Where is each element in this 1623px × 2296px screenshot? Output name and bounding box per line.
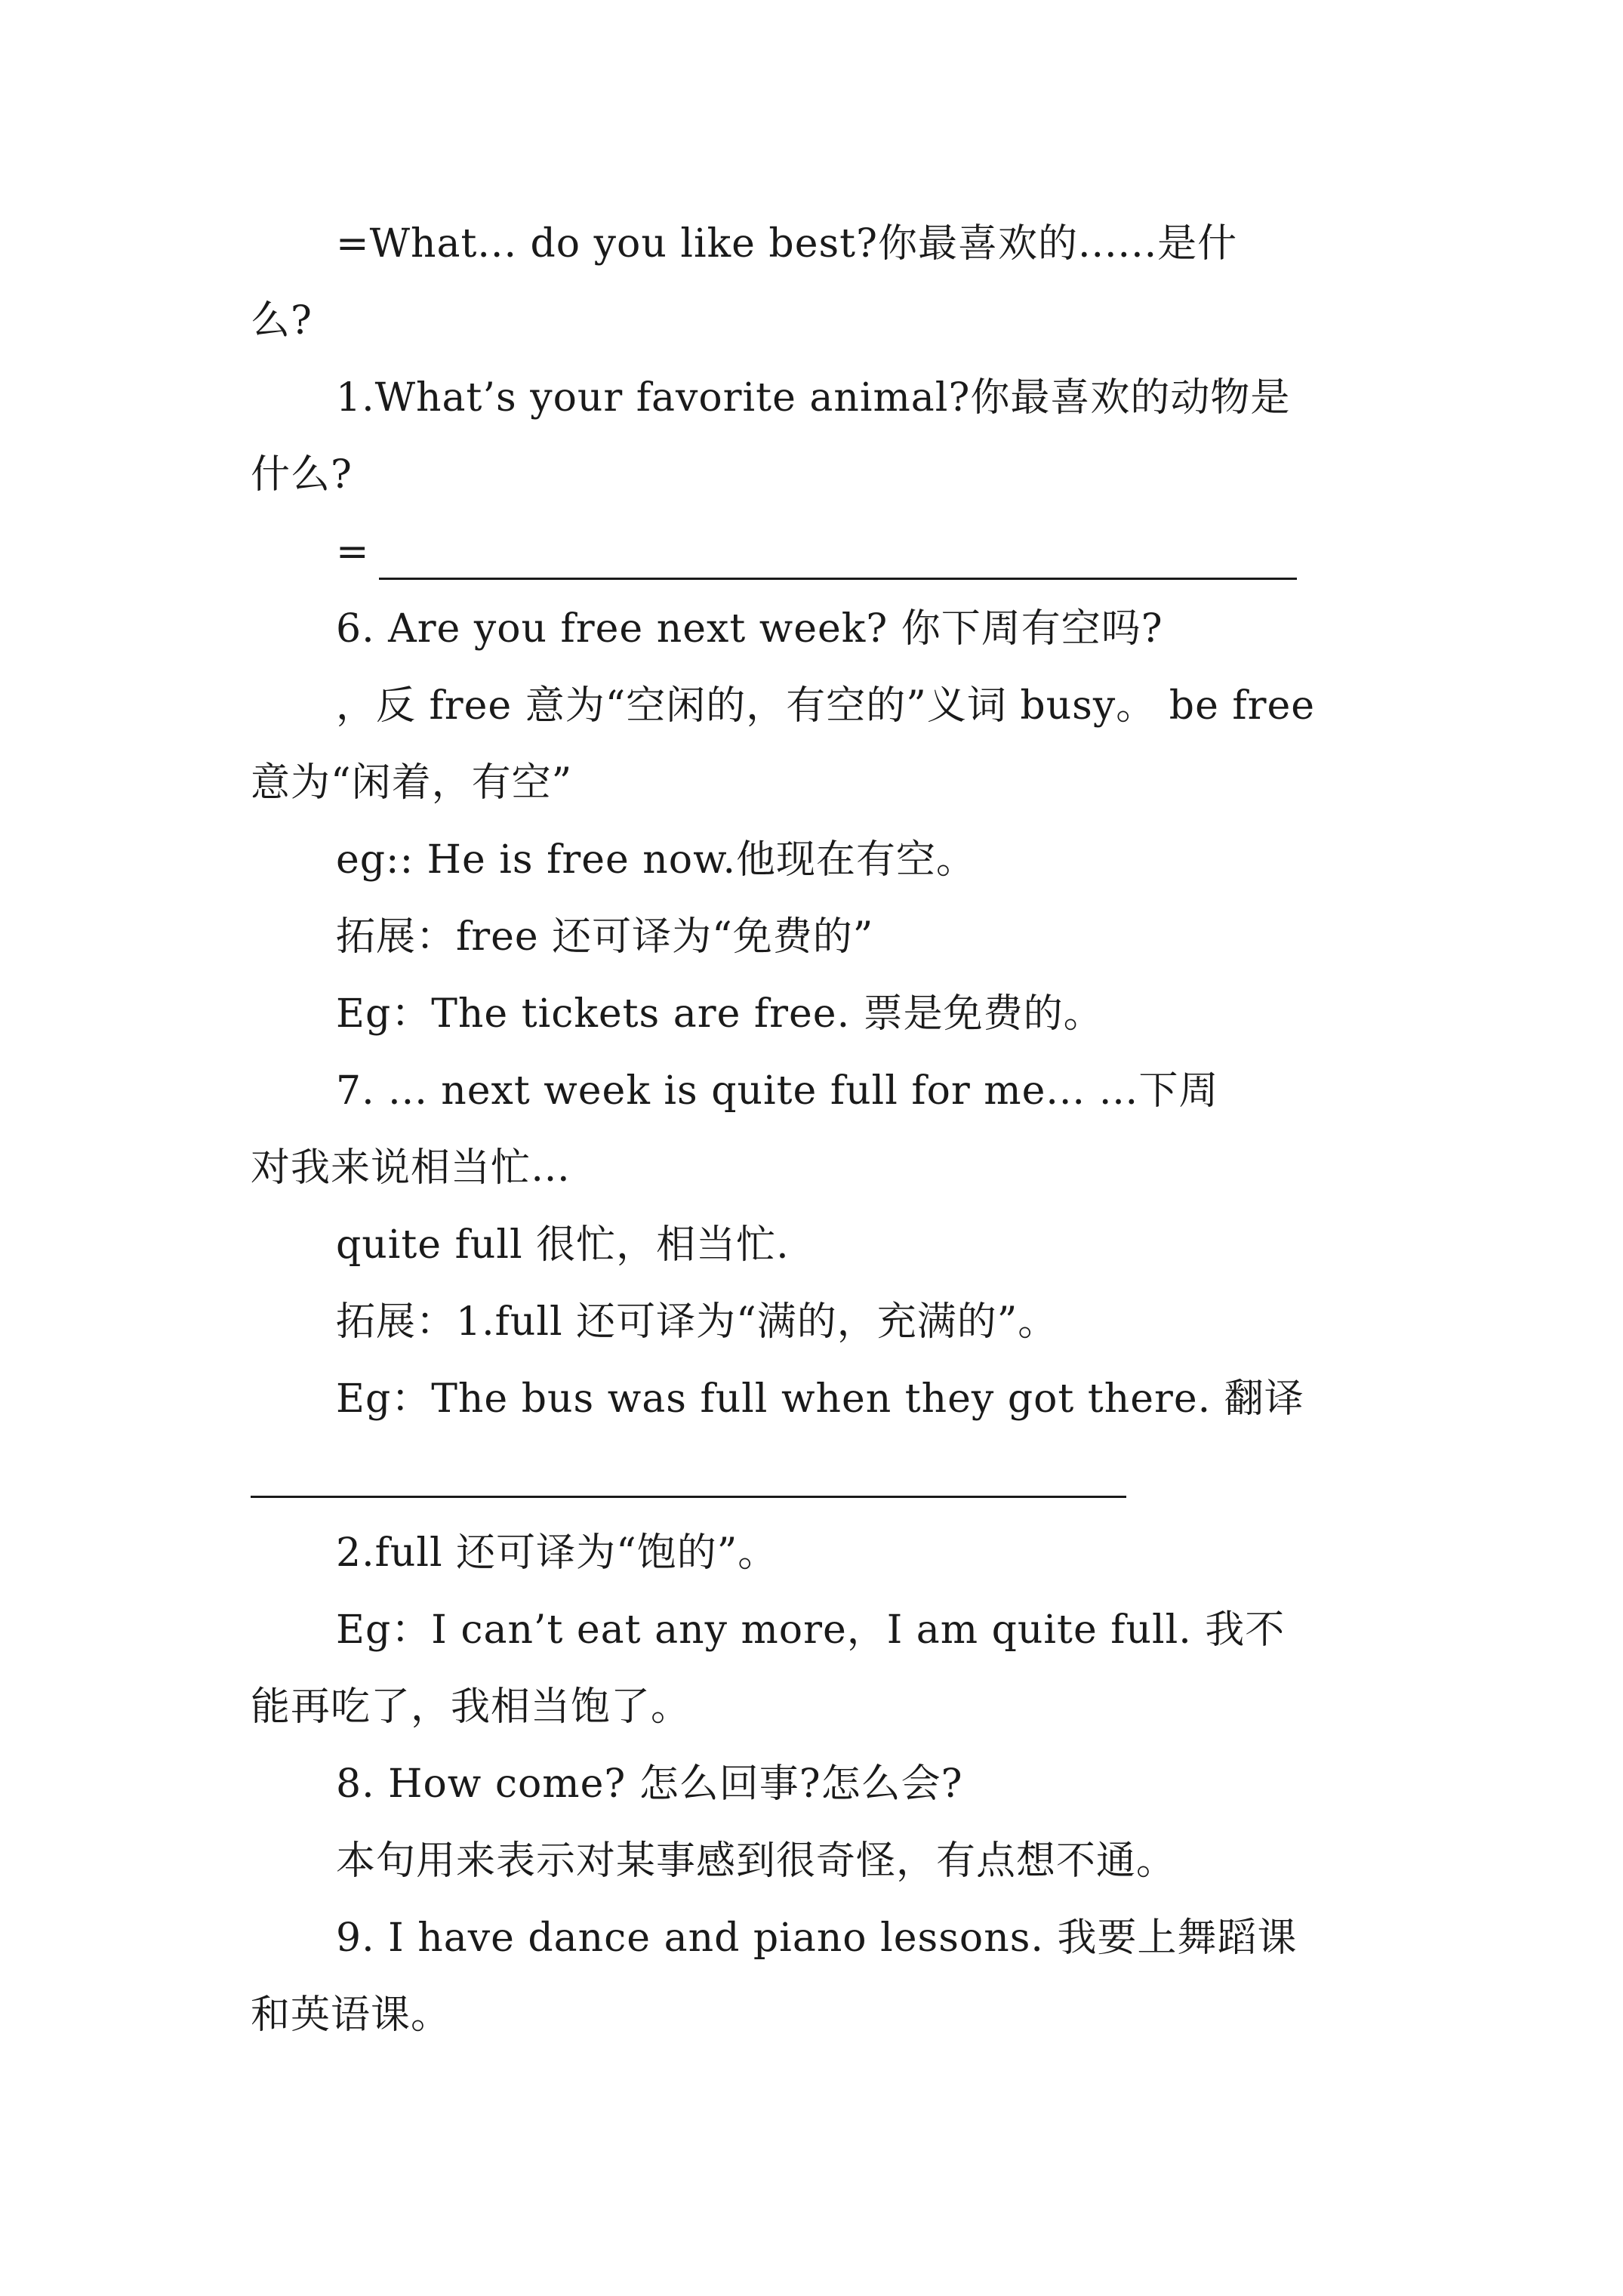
text-line: 拓展：free 还可译为“免费的” <box>336 914 874 960</box>
translation-blank <box>251 1438 1390 1515</box>
text-line: 和英语课。 <box>251 1992 451 2038</box>
text-line: 9. I have dance and piano lessons. 我要上舞蹈课 <box>336 1915 1298 1961</box>
text-line: quite full 很忙，相当忙. <box>336 1222 790 1268</box>
fill-in-blank <box>251 513 1390 590</box>
text-line: Eg：The tickets are free. 票是免费的。 <box>336 991 1104 1037</box>
text-line: 6. Are you free next week? 你下周有空吗? <box>336 606 1163 652</box>
text-line: 拓展：1.full 还可译为“满的，充满的”。 <box>336 1299 1058 1345</box>
text-line: 么? <box>251 298 313 344</box>
text-line: 8. How come? 怎么回事?怎么会? <box>336 1761 963 1807</box>
text-line: 什么? <box>251 452 353 498</box>
text-line: Eg：The bus was full when they got there. 翻译 <box>336 1376 1304 1422</box>
text-line: 本句用来表示对某事感到很奇怪，有点想不通。 <box>336 1838 1177 1884</box>
text-line: eg:: He is free now.他现在有空。 <box>336 837 976 883</box>
text-line: 1.What’s your favorite animal?你最喜欢的动物是 <box>336 375 1291 421</box>
document-body <box>251 205 1390 2054</box>
text-line: Eg：I can’t eat any more，I am quite full. 我不 <box>336 1607 1286 1653</box>
text-line: 7. ... next week is quite full for me... …下周 <box>336 1068 1219 1114</box>
text-line: =What... do you like best?你最喜欢的......是什 <box>336 221 1238 267</box>
answer-underline <box>379 578 1297 580</box>
text-line: ，反 free 意为“空闲的，有空的”义词 busy。 be free <box>336 683 1316 729</box>
equals-sign: = <box>336 529 369 575</box>
text-line: 能再吃了，我相当饱了。 <box>251 1684 691 1730</box>
answer-underline <box>251 1496 1126 1498</box>
text-line: 2.full 还可译为“饱的”。 <box>336 1530 778 1576</box>
text-line: 对我来说相当忙… <box>251 1145 571 1191</box>
text-line: 意为“闲着，有空” <box>251 760 573 806</box>
